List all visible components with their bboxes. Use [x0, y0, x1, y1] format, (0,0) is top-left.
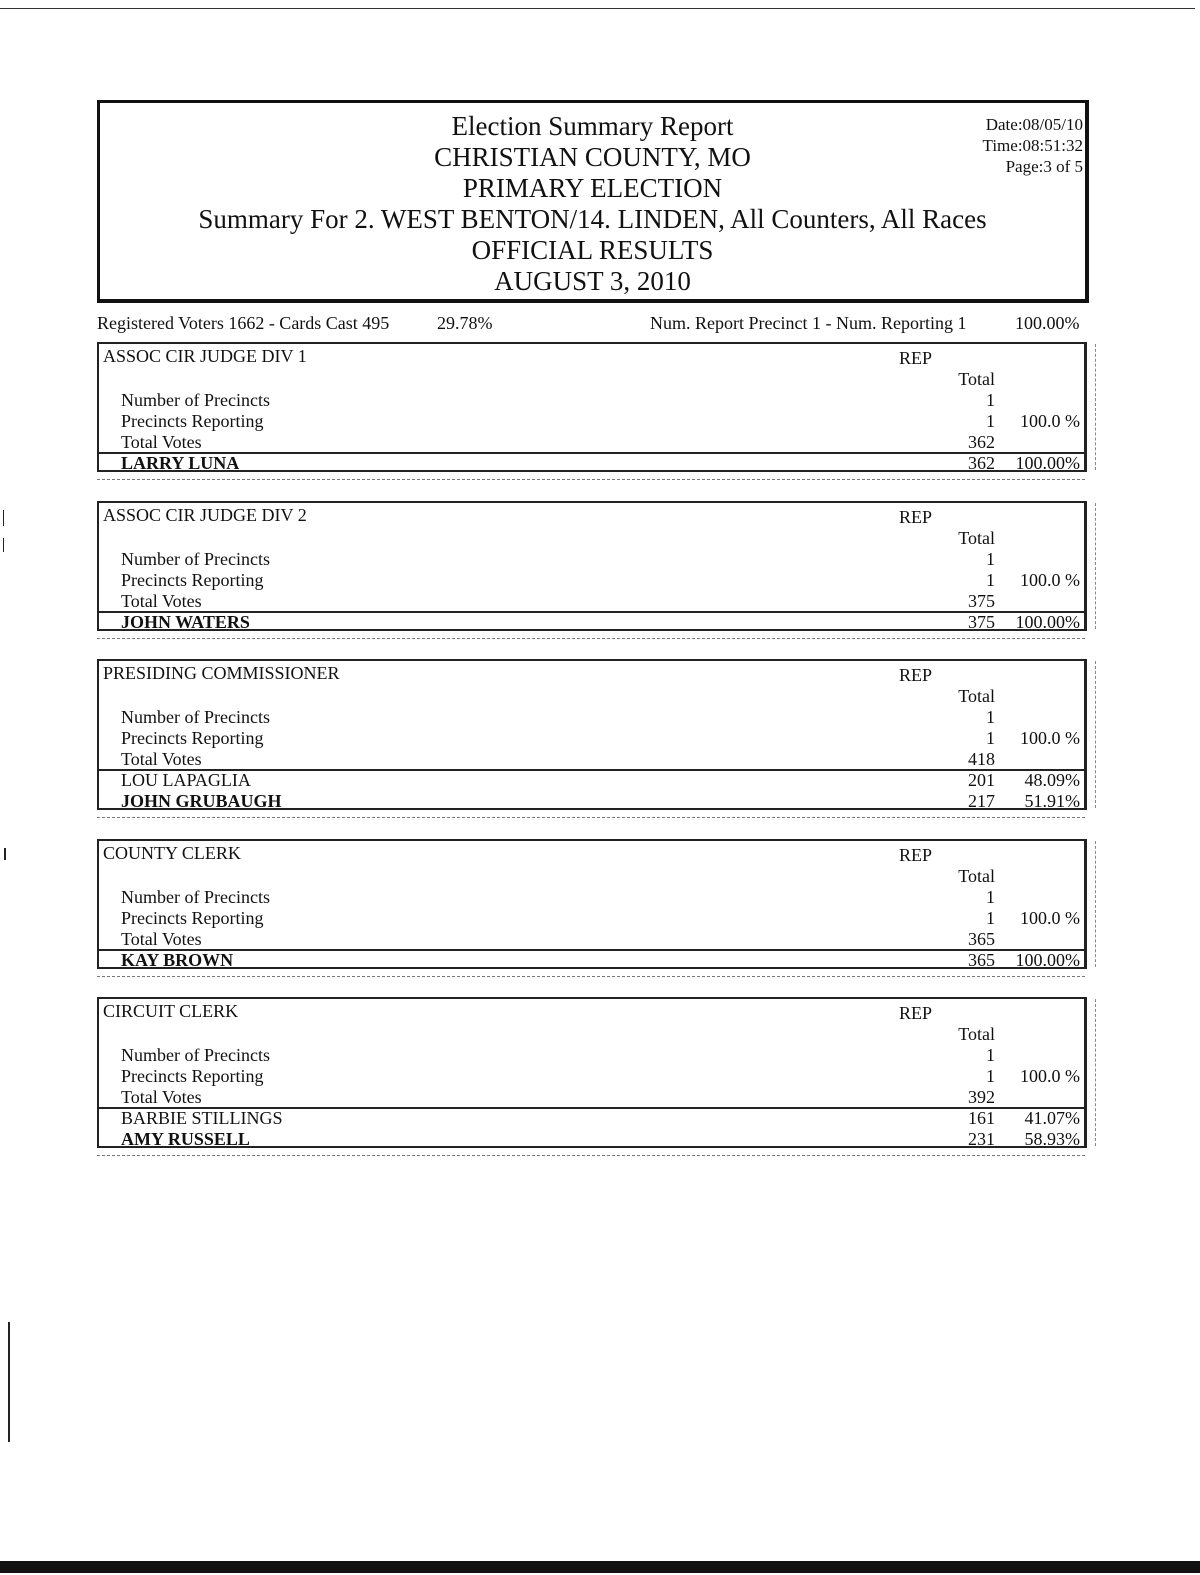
scan-bottom-edge — [0, 1561, 1200, 1573]
row-value: 362 — [968, 432, 995, 452]
row-value: 1 — [986, 707, 995, 727]
candidate-votes: 362 — [968, 453, 995, 473]
row-value: 392 — [968, 1087, 995, 1107]
precincts-reporting-row — [99, 569, 1084, 591]
scan-dashed-edge — [97, 976, 1085, 977]
number-of-precincts-row — [99, 389, 1084, 411]
row-percent: 100.0 % — [1020, 411, 1080, 431]
row-value: 1 — [986, 887, 995, 907]
party-label: REP — [899, 348, 933, 368]
race-box — [97, 342, 1087, 472]
row-label: Precincts Reporting — [121, 728, 264, 748]
report-time: Time:08:51:32 — [982, 136, 1083, 155]
scan-dashed-edge — [97, 638, 1085, 639]
report-title: Election Summary Report — [451, 111, 734, 141]
candidate-percent: 100.00% — [1015, 612, 1080, 632]
report-header — [97, 100, 1089, 303]
precincts-reporting-row — [99, 907, 1084, 929]
candidate-row — [99, 611, 1084, 633]
race-box — [97, 839, 1087, 969]
row-label: Number of Precincts — [121, 887, 270, 907]
row-percent: 100.0 % — [1020, 908, 1080, 928]
total-column-header: Total — [958, 686, 995, 706]
candidate-votes: 365 — [968, 950, 995, 970]
total-votes-row — [99, 1086, 1084, 1108]
scan-dashed-edge — [1095, 999, 1096, 1146]
row-value: 375 — [968, 591, 995, 611]
row-value: 1 — [986, 1066, 995, 1086]
candidate-votes: 161 — [968, 1108, 995, 1128]
total-column-header: Total — [958, 1024, 995, 1044]
candidate-row — [99, 1128, 1084, 1150]
candidate-row — [99, 452, 1084, 474]
candidate-percent: 48.09% — [1024, 770, 1080, 790]
scan-dashed-edge — [97, 479, 1085, 480]
page-number: Page:3 of 5 — [1005, 157, 1083, 176]
election-date: AUGUST 3, 2010 — [494, 266, 691, 296]
total-votes-row — [99, 431, 1084, 453]
precincts-reporting-row — [99, 410, 1084, 432]
row-label: Total Votes — [121, 432, 202, 452]
scan-mark — [8, 1322, 10, 1442]
row-label: Precincts Reporting — [121, 908, 264, 928]
row-label: Number of Precincts — [121, 549, 270, 569]
row-value: 1 — [986, 728, 995, 748]
row-label: Precincts Reporting — [121, 411, 264, 431]
candidate-votes: 201 — [968, 770, 995, 790]
scan-dashed-edge — [1095, 661, 1096, 808]
number-of-precincts-row — [99, 548, 1084, 570]
scan-mark — [3, 538, 4, 552]
race-title: ASSOC CIR JUDGE DIV 1 — [103, 346, 307, 366]
scan-dashed-edge — [97, 817, 1085, 818]
scan-dashed-edge — [97, 1155, 1085, 1156]
scan-dashed-edge — [1095, 344, 1096, 470]
election-type: PRIMARY ELECTION — [462, 173, 723, 203]
total-column-header: Total — [958, 369, 995, 389]
row-percent: 100.0 % — [1020, 1066, 1080, 1086]
total-votes-row — [99, 748, 1084, 770]
row-value: 1 — [986, 549, 995, 569]
number-of-precincts-row — [99, 886, 1084, 908]
race-title: COUNTY CLERK — [103, 843, 241, 863]
reporting-percent: 100.00% — [1015, 313, 1080, 333]
row-label: Total Votes — [121, 591, 202, 611]
county-name: CHRISTIAN COUNTY, MO — [434, 142, 751, 172]
row-label: Precincts Reporting — [121, 1066, 264, 1086]
candidate-percent: 51.91% — [1024, 791, 1080, 811]
candidate-name: BARBIE STILLINGS — [121, 1108, 283, 1128]
precincts-reporting-summary: Num. Report Precinct 1 - Num. Reporting 1 — [650, 313, 967, 333]
summary-scope: Summary For 2. WEST BENTON/14. LINDEN, All Counters, All Races — [198, 204, 987, 234]
results-status: OFFICIAL RESULTS — [471, 235, 714, 265]
candidate-name: AMY RUSSELL — [121, 1129, 250, 1149]
total-column-header: Total — [958, 866, 995, 886]
candidate-percent: 100.00% — [1015, 453, 1080, 473]
race-box — [97, 659, 1087, 810]
row-value: 1 — [986, 390, 995, 410]
precincts-reporting-row — [99, 727, 1084, 749]
row-label: Total Votes — [121, 1087, 202, 1107]
candidate-percent: 100.00% — [1015, 950, 1080, 970]
party-label: REP — [899, 507, 933, 527]
candidate-votes: 375 — [968, 612, 995, 632]
row-label: Total Votes — [121, 749, 202, 769]
race-title: CIRCUIT CLERK — [103, 1001, 239, 1021]
row-label: Number of Precincts — [121, 1045, 270, 1065]
party-label: REP — [899, 665, 933, 685]
candidate-row — [99, 1107, 1084, 1129]
candidate-name: KAY BROWN — [121, 950, 234, 970]
total-column-header: Total — [958, 528, 995, 548]
candidate-name: JOHN WATERS — [121, 612, 250, 632]
scan-dashed-edge — [1095, 503, 1096, 629]
scan-mark — [3, 510, 4, 526]
number-of-precincts-row — [99, 1044, 1084, 1066]
registered-voters: Registered Voters 1662 - Cards Cast 495 — [97, 313, 390, 333]
candidate-name: LARRY LUNA — [121, 453, 240, 473]
party-label: REP — [899, 1003, 933, 1023]
candidate-row — [99, 949, 1084, 971]
row-value: 1 — [986, 570, 995, 590]
turnout-percent: 29.78% — [437, 313, 493, 333]
scan-dashed-edge — [1095, 841, 1096, 967]
candidate-votes: 217 — [968, 791, 995, 811]
candidate-percent: 41.07% — [1024, 1108, 1080, 1128]
total-votes-row — [99, 928, 1084, 950]
number-of-precincts-row — [99, 706, 1084, 728]
candidate-votes: 231 — [968, 1129, 995, 1149]
row-label: Number of Precincts — [121, 390, 270, 410]
race-title: ASSOC CIR JUDGE DIV 2 — [103, 505, 307, 525]
row-label: Total Votes — [121, 929, 202, 949]
total-votes-row — [99, 590, 1084, 612]
party-label: REP — [899, 845, 933, 865]
precincts-reporting-row — [99, 1065, 1084, 1087]
scan-mark — [4, 848, 6, 860]
report-date: Date:08/05/10 — [985, 115, 1083, 134]
candidate-name: JOHN GRUBAUGH — [121, 791, 282, 811]
row-value: 1 — [986, 908, 995, 928]
scan-top-edge — [0, 8, 1195, 9]
row-label: Precincts Reporting — [121, 570, 264, 590]
row-value: 365 — [968, 929, 995, 949]
row-label: Number of Precincts — [121, 707, 270, 727]
row-value: 1 — [986, 1045, 995, 1065]
race-box — [97, 997, 1087, 1148]
candidate-row — [99, 769, 1084, 791]
row-percent: 100.0 % — [1020, 570, 1080, 590]
race-title: PRESIDING COMMISSIONER — [103, 663, 340, 683]
race-box — [97, 501, 1087, 631]
row-value: 1 — [986, 411, 995, 431]
row-value: 418 — [968, 749, 995, 769]
candidate-name: LOU LAPAGLIA — [121, 770, 251, 790]
candidate-row — [99, 790, 1084, 812]
row-percent: 100.0 % — [1020, 728, 1080, 748]
candidate-percent: 58.93% — [1024, 1129, 1080, 1149]
